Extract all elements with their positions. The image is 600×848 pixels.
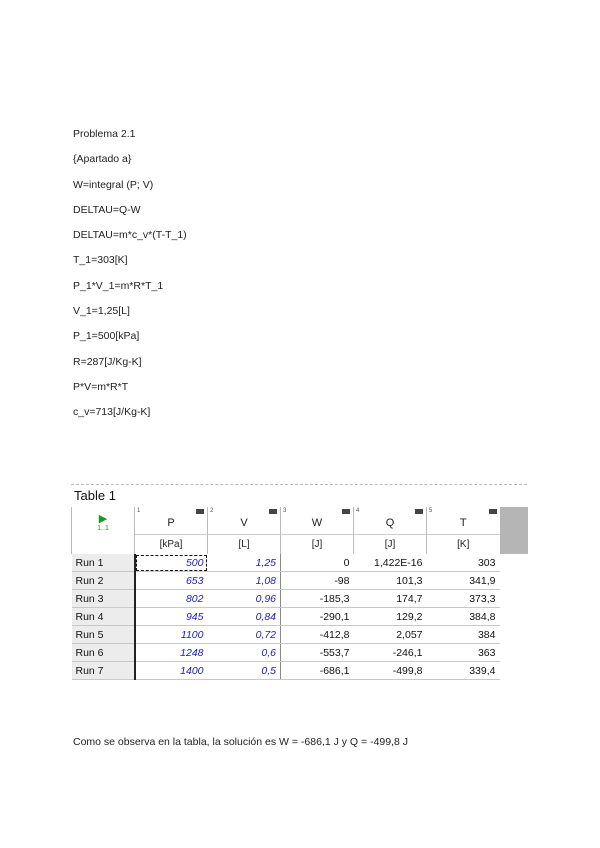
equation-line: R=287[J/Kg-K]: [73, 355, 142, 368]
row-label[interactable]: Run 4: [72, 608, 135, 626]
table-cell[interactable]: 0,5: [208, 662, 281, 680]
table-cell[interactable]: 2,057: [354, 626, 427, 644]
table-cell[interactable]: 500: [135, 554, 208, 572]
column-unit: [kPa]: [135, 535, 208, 555]
table-cell[interactable]: -98: [281, 572, 354, 590]
table-cell[interactable]: 384: [427, 626, 500, 644]
table-corner[interactable]: [72, 507, 135, 554]
table-cell[interactable]: 1,08: [208, 572, 281, 590]
table-cell[interactable]: 0,96: [208, 590, 281, 608]
table-row: [72, 626, 528, 644]
data-table: [71, 507, 528, 680]
table-cell[interactable]: 384,8: [427, 608, 500, 626]
column-name: Q: [385, 517, 395, 529]
column-index: 5: [429, 508, 433, 514]
table-cell[interactable]: 174,7: [354, 590, 427, 608]
table-row: [72, 590, 528, 608]
table-cell[interactable]: 341,9: [427, 572, 500, 590]
row-label[interactable]: Run 2: [72, 572, 135, 590]
table-cell[interactable]: 1248: [135, 644, 208, 662]
column-header-q[interactable]: [354, 507, 427, 535]
table-cell[interactable]: 0,72: [208, 626, 281, 644]
table-cell[interactable]: 1100: [135, 626, 208, 644]
equation-line: P*V=m*R*T: [73, 380, 129, 393]
table-row: [72, 572, 528, 590]
table-cell[interactable]: 129,2: [354, 608, 427, 626]
table-row: [72, 608, 528, 626]
table-cell[interactable]: 1,25: [208, 554, 281, 572]
table-cell[interactable]: 0,6: [208, 644, 281, 662]
run-range-label: 1..1: [97, 525, 109, 532]
column-header-p[interactable]: [135, 507, 208, 535]
parametric-table: [71, 484, 527, 680]
table-cell[interactable]: 1400: [135, 662, 208, 680]
column-menu-icon[interactable]: [196, 509, 204, 514]
table-cell[interactable]: -290,1: [281, 608, 354, 626]
table-cell[interactable]: 101,3: [354, 572, 427, 590]
row-label[interactable]: Run 7: [72, 662, 135, 680]
column-menu-icon[interactable]: [269, 509, 277, 514]
table-cell[interactable]: 0,84: [208, 608, 281, 626]
row-label[interactable]: Run 6: [72, 644, 135, 662]
equation-line: T_1=303[K]: [73, 254, 128, 267]
table-row: [72, 662, 528, 680]
table-cell[interactable]: 303: [427, 554, 500, 572]
column-index: 4: [356, 508, 360, 514]
table-cell[interactable]: 653: [135, 572, 208, 590]
column-name: P: [167, 517, 175, 529]
table-cell[interactable]: 945: [135, 608, 208, 626]
column-unit: [L]: [208, 535, 281, 555]
equation-line: P_1=500[kPa]: [73, 330, 140, 343]
equation-line: DELTAU=Q-W: [73, 203, 141, 216]
column-unit: [J]: [281, 535, 354, 555]
equation-line: P_1*V_1=m*R*T_1: [73, 279, 164, 292]
equation-line: DELTAU=m*c_v*(T-T_1): [73, 229, 187, 242]
table-cell[interactable]: -185,3: [281, 590, 354, 608]
column-header-w[interactable]: [281, 507, 354, 535]
equation-line: W=integral (P; V): [73, 178, 154, 191]
column-name: T: [459, 517, 467, 529]
column-unit: [K]: [427, 535, 500, 555]
table-cell[interactable]: 0: [281, 554, 354, 572]
equation-line: V_1=1,25[L]: [73, 305, 130, 318]
table-cell[interactable]: -686,1: [281, 662, 354, 680]
table-cell[interactable]: -499,8: [354, 662, 427, 680]
row-label[interactable]: Run 3: [72, 590, 135, 608]
equation-line: Problema 2.1: [73, 128, 136, 140]
table-row: [72, 644, 528, 662]
column-unit: [J]: [354, 535, 427, 555]
table-cell[interactable]: 373,3: [427, 590, 500, 608]
table-cell[interactable]: 339,4: [427, 662, 500, 680]
column-name: V: [240, 517, 248, 529]
conclusion-text: Como se observa en la tabla, la solución es W = -686,1 J y Q = -499,8 J: [73, 736, 409, 748]
column-menu-icon[interactable]: [489, 509, 497, 514]
column-index: 1: [137, 508, 141, 514]
equation-line: {Apartado a}: [73, 153, 132, 166]
column-menu-icon[interactable]: [415, 509, 423, 514]
column-header-t[interactable]: [427, 507, 500, 535]
table-cell[interactable]: 802: [135, 590, 208, 608]
table-row: [72, 554, 528, 572]
table-tab[interactable]: Table 1: [71, 484, 527, 507]
row-label[interactable]: Run 5: [72, 626, 135, 644]
table-cell[interactable]: -246,1: [354, 644, 427, 662]
column-header-v[interactable]: [208, 507, 281, 535]
column-menu-icon[interactable]: [342, 509, 350, 514]
table-cell[interactable]: -412,8: [281, 626, 354, 644]
column-index: 2: [210, 508, 214, 514]
column-index: 3: [283, 508, 287, 514]
table-cell[interactable]: -553,7: [281, 644, 354, 662]
column-name: W: [311, 517, 323, 529]
equation-line: c_v=713[J/Kg-K]: [73, 406, 151, 419]
table-cell[interactable]: 363: [427, 644, 500, 662]
vertical-scrollbar[interactable]: [500, 507, 528, 554]
play-icon[interactable]: ▶: [98, 513, 108, 525]
table-cell[interactable]: 1,422E-16: [354, 554, 427, 572]
equations-block: [73, 127, 187, 431]
row-label[interactable]: Run 1: [72, 554, 135, 572]
